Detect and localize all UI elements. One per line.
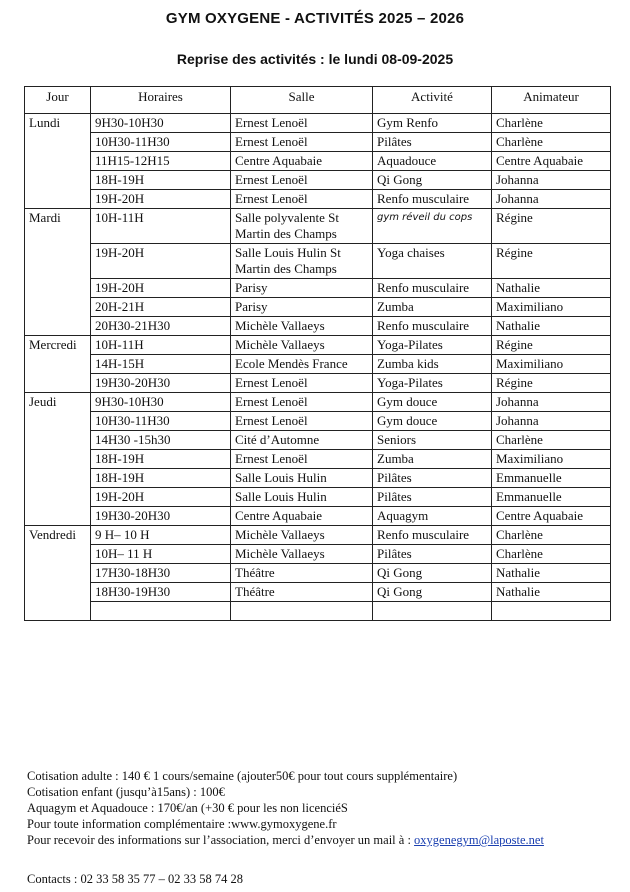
cell-activity: Yoga-Pilates	[373, 374, 492, 393]
cell-day	[25, 152, 91, 171]
cell-room: Centre Aquabaie	[231, 152, 373, 171]
cell-activity: Renfo musculaire	[373, 190, 492, 209]
cell-time: 10H-11H	[91, 336, 231, 355]
cell-room: Ernest Lenoël	[231, 114, 373, 133]
table-row	[25, 133, 611, 152]
cell-room: Ernest Lenoël	[231, 374, 373, 393]
cell-activity: Pilâtes	[373, 488, 492, 507]
cell-day: Jeudi	[25, 393, 91, 412]
cell-time: 14H-15H	[91, 355, 231, 374]
table-row	[25, 355, 611, 374]
cell-time: 18H-19H	[91, 450, 231, 469]
cell-room: Ecole Mendès France	[231, 355, 373, 374]
cell-activity: Yoga-Pilates	[373, 336, 492, 355]
cell-animator: Charlène	[492, 431, 611, 450]
cell-animator: Régine	[492, 209, 611, 244]
cell-time: 19H30-20H30	[91, 507, 231, 526]
table-row	[25, 298, 611, 317]
page-title: GYM OXYGENE - ACTIVITÉS 2025 – 2026	[165, 10, 465, 27]
cell-activity: Renfo musculaire	[373, 279, 492, 298]
cell-time: 10H– 11 H	[91, 545, 231, 564]
cell-time: 17H30-18H30	[91, 564, 231, 583]
cell-day	[25, 450, 91, 469]
cell-time: 18H30-19H30	[91, 583, 231, 602]
cell-activity: Gym douce	[373, 393, 492, 412]
cell-activity: Renfo musculaire	[373, 317, 492, 336]
cell-activity: Qi Gong	[373, 564, 492, 583]
cell-day	[25, 412, 91, 431]
cell-animator: Nathalie	[492, 564, 611, 583]
cell-day	[25, 583, 91, 602]
fee-adult: Cotisation adulte : 140 € 1 cours/semaine (ajouter50€ pour tout cours supplémentaire)	[27, 769, 458, 783]
cell-animator: Emmanuelle	[492, 488, 611, 507]
table-row	[25, 317, 611, 336]
header-day: Jour	[25, 87, 91, 114]
cell-activity: Zumba kids	[373, 355, 492, 374]
cell-time: 9 H– 10 H	[91, 526, 231, 545]
cell-time: 19H-20H	[91, 244, 231, 279]
cell-animator: Centre Aquabaie	[492, 152, 611, 171]
cell-activity: Yoga chaises	[373, 244, 492, 279]
cell-animator: Charlène	[492, 133, 611, 152]
table-row	[25, 209, 611, 244]
cell-time: 10H30-11H30	[91, 133, 231, 152]
cell-day	[25, 317, 91, 336]
cell-room: Théâtre	[231, 583, 373, 602]
table-row	[25, 114, 611, 133]
cell-room: Ernest Lenoël	[231, 393, 373, 412]
table-row	[25, 336, 611, 355]
table-row	[25, 412, 611, 431]
cell-day: Vendredi	[25, 526, 91, 545]
cell-time: 9H30-10H30	[91, 393, 231, 412]
cell-day	[25, 602, 91, 621]
cell-activity: Pilâtes	[373, 133, 492, 152]
table-row	[25, 190, 611, 209]
cell-animator: Régine	[492, 374, 611, 393]
cell-activity: Qi Gong	[373, 583, 492, 602]
cell-activity: Pilâtes	[373, 545, 492, 564]
header-animator: Animateur	[492, 87, 611, 114]
header-room: Salle	[231, 87, 373, 114]
cell-time: 11H15-12H15	[91, 152, 231, 171]
cell-room: Ernest Lenoël	[231, 171, 373, 190]
cell-time: 19H-20H	[91, 279, 231, 298]
cell-day: Mercredi	[25, 336, 91, 355]
table-row	[25, 244, 611, 279]
table-header-row	[25, 87, 611, 114]
cell-animator: Johanna	[492, 171, 611, 190]
cell-activity: Seniors	[373, 431, 492, 450]
table-row	[25, 602, 611, 621]
table-row	[25, 171, 611, 190]
cell-time: 9H30-10H30	[91, 114, 231, 133]
cell-animator: Régine	[492, 336, 611, 355]
cell-animator: Charlène	[492, 526, 611, 545]
cell-time: 19H-20H	[91, 488, 231, 507]
table-row	[25, 279, 611, 298]
cell-room: Théâtre	[231, 564, 373, 583]
cell-animator: Emmanuelle	[492, 469, 611, 488]
handwritten-note: gym réveil du cops	[377, 212, 473, 223]
cell-room: Salle Louis Hulin	[231, 469, 373, 488]
cell-animator: Nathalie	[492, 317, 611, 336]
schedule-body	[25, 114, 611, 621]
cell-day: Mardi	[25, 209, 91, 244]
cell-time: 10H-11H	[91, 209, 231, 244]
cell-animator: Charlène	[492, 545, 611, 564]
cell-activity: Gym Renfo	[373, 114, 492, 133]
cell-activity	[373, 209, 492, 244]
cell-time: 19H30-20H30	[91, 374, 231, 393]
cell-time: 18H-19H	[91, 171, 231, 190]
cell-animator: Nathalie	[492, 279, 611, 298]
cell-animator	[492, 602, 611, 621]
cell-animator: Charlène	[492, 114, 611, 133]
cell-day	[25, 507, 91, 526]
cell-animator: Maximiliano	[492, 355, 611, 374]
cell-time	[91, 602, 231, 621]
cell-room	[231, 602, 373, 621]
cell-animator: Maximiliano	[492, 298, 611, 317]
cell-time: 18H-19H	[91, 469, 231, 488]
cell-activity: Zumba	[373, 298, 492, 317]
table-row	[25, 393, 611, 412]
cell-room: Ernest Lenoël	[231, 133, 373, 152]
cell-day	[25, 279, 91, 298]
email-info	[27, 832, 627, 848]
table-row	[25, 564, 611, 583]
cell-animator: Johanna	[492, 412, 611, 431]
cell-animator: Johanna	[492, 393, 611, 412]
table-row	[25, 374, 611, 393]
cell-activity: Pilâtes	[373, 469, 492, 488]
cell-room: Ernest Lenoël	[231, 190, 373, 209]
cell-animator: Régine	[492, 244, 611, 279]
cell-day: Lundi	[25, 114, 91, 133]
cell-activity	[373, 602, 492, 621]
header-activity: Activité	[373, 87, 492, 114]
cell-day	[25, 244, 91, 279]
cell-room: Michèle Vallaeys	[231, 336, 373, 355]
cell-room: Cité d’Automne	[231, 431, 373, 450]
table-row	[25, 488, 611, 507]
cell-room: Salle Louis Hulin	[231, 488, 373, 507]
table-row	[25, 450, 611, 469]
fee-aqua: Aquagym et Aquadouce : 170€/an (+30 € pour les non licenciéS	[27, 801, 348, 815]
cell-day	[25, 469, 91, 488]
cell-activity: Qi Gong	[373, 171, 492, 190]
table-row	[25, 431, 611, 450]
cell-day	[25, 355, 91, 374]
cell-time: 10H30-11H30	[91, 412, 231, 431]
table-row	[25, 526, 611, 545]
cell-room: Centre Aquabaie	[231, 507, 373, 526]
cell-day	[25, 545, 91, 564]
cell-animator: Johanna	[492, 190, 611, 209]
cell-activity: Aquadouce	[373, 152, 492, 171]
table-row	[25, 152, 611, 171]
email-text: Pour recevoir des informations sur l’association, merci d’envoyer un mail à :	[27, 833, 415, 847]
schedule-table	[24, 86, 611, 621]
cell-room: Salle polyvalente St Martin des Champs	[231, 209, 373, 244]
header-time: Horaires	[91, 87, 231, 114]
cell-room: Michèle Vallaeys	[231, 545, 373, 564]
email-link[interactable]: oxygenegym@laposte.net	[414, 833, 544, 847]
page-subtitle: Reprise des activités : le lundi 08-09-2025	[176, 51, 454, 67]
table-row	[25, 469, 611, 488]
footer-info	[27, 768, 627, 848]
cell-animator: Maximiliano	[492, 450, 611, 469]
cell-room: Ernest Lenoël	[231, 450, 373, 469]
cell-day	[25, 190, 91, 209]
cell-time: 20H-21H	[91, 298, 231, 317]
cell-time: 14H30 -15h30	[91, 431, 231, 450]
cell-day	[25, 564, 91, 583]
cell-room: Parisy	[231, 298, 373, 317]
cell-activity: Gym douce	[373, 412, 492, 431]
cell-animator: Centre Aquabaie	[492, 507, 611, 526]
contacts: Contacts : 02 33 58 35 77 – 02 33 58 74 28	[27, 872, 243, 886]
cell-day	[25, 431, 91, 450]
cell-time: 19H-20H	[91, 190, 231, 209]
cell-activity: Renfo musculaire	[373, 526, 492, 545]
cell-room: Michèle Vallaeys	[231, 317, 373, 336]
table-row	[25, 545, 611, 564]
cell-time: 20H30-21H30	[91, 317, 231, 336]
cell-room: Ernest Lenoël	[231, 412, 373, 431]
cell-activity: Aquagym	[373, 507, 492, 526]
table-row	[25, 583, 611, 602]
cell-room: Parisy	[231, 279, 373, 298]
table-row	[25, 507, 611, 526]
cell-activity: Zumba	[373, 450, 492, 469]
cell-day	[25, 133, 91, 152]
cell-day	[25, 374, 91, 393]
cell-day	[25, 298, 91, 317]
fee-child: Cotisation enfant (jusqu’à15ans) : 100€	[27, 785, 225, 799]
cell-room: Salle Louis Hulin St Martin des Champs	[231, 244, 373, 279]
website-info: Pour toute information complémentaire :www.gymoxygene.fr	[27, 817, 337, 831]
cell-day	[25, 488, 91, 507]
cell-animator: Nathalie	[492, 583, 611, 602]
cell-room: Michèle Vallaeys	[231, 526, 373, 545]
cell-day	[25, 171, 91, 190]
